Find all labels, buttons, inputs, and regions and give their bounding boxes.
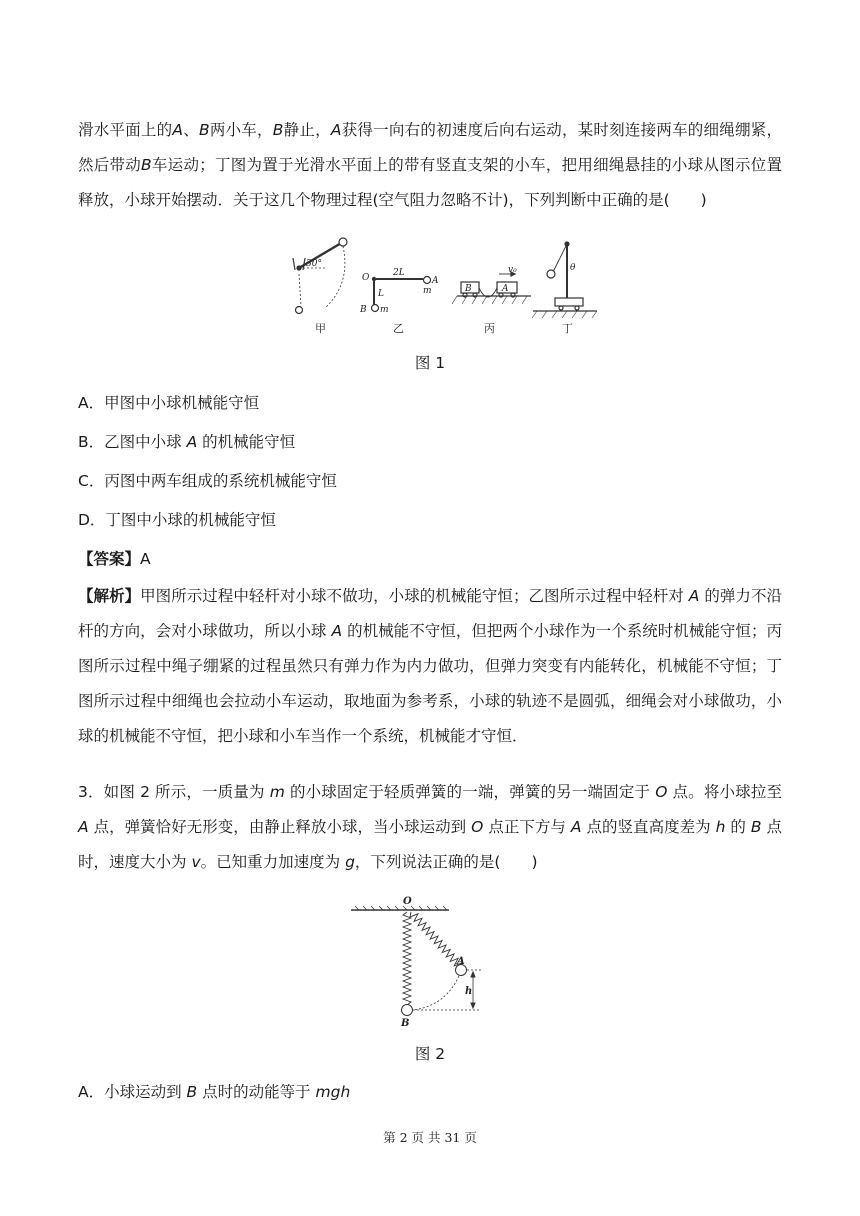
var-a: A	[330, 121, 342, 139]
text: 滑水平面上的	[78, 121, 173, 139]
diagonal-spring	[408, 909, 464, 970]
page-footer: 第 2 页 共 31 页	[383, 1130, 477, 1145]
text: 点正下方与	[483, 818, 571, 836]
text: D．丁图中小球的机械能守恒	[78, 511, 276, 529]
var-o: O	[471, 818, 484, 836]
option-a	[78, 392, 259, 414]
text: 点，弹簧恰好无形变，由静止释放小球，当小球运动到	[88, 818, 472, 836]
text: 甲图所示过程中轻杆对小球不做功，小球的机械能守恒；乙图所示过程中轻杆对	[140, 587, 689, 605]
point-b-label: B	[401, 1018, 410, 1029]
figure-1-caption: 图 1	[414, 354, 446, 372]
text: 的机械能守恒	[197, 433, 296, 451]
text: 点的竖直高度差为	[581, 818, 716, 836]
text: 的	[725, 818, 751, 836]
var-a: A	[570, 818, 582, 836]
text: B．乙图中小球	[78, 433, 187, 451]
option-b	[78, 431, 295, 453]
length-l-label: L	[378, 289, 384, 299]
angle-label: 30°	[306, 259, 322, 269]
var-h: h	[715, 818, 726, 836]
height-h-label: h	[465, 986, 473, 997]
text: 的弹力不沿杆的方向，会对小球做功，所以小球	[78, 587, 782, 640]
var-o: O	[655, 783, 668, 801]
var-m: m	[269, 783, 285, 801]
var-v: v	[191, 853, 201, 871]
sub-label-bing: 丙	[484, 322, 495, 335]
point-a-label: A	[457, 956, 465, 967]
mass-label: m	[423, 286, 432, 296]
var-a: A	[688, 587, 700, 605]
text: 静止，	[283, 121, 331, 139]
explanation-paragraph	[78, 579, 782, 754]
point-a-label: A	[432, 276, 439, 286]
point-b-label: B	[360, 305, 367, 315]
sub-label-yi: 乙	[393, 322, 404, 335]
vertical-spring	[403, 912, 411, 1005]
question-3-option-a	[78, 1081, 350, 1103]
text: 的机械能不守恒，但把两个小球作为一个系统时机械能守恒；丙图所示过程中绳子绷紧的过程虽然只有弹力作为内力做功，但弹力突变有内能转化，机械能不守恒；丁图所示过程中细绳也会拉动小车运动，取地面为参考系，小球的轨迹不是圆弧，细绳会对小球做功，小球的机械能不守恒，把小球和小车当作一个系统，机械能才守恒．	[78, 622, 782, 745]
var-a: A	[331, 622, 343, 640]
var-b: B	[272, 121, 284, 139]
text: 。已知重力加速度为	[200, 853, 346, 871]
cart-b-label: B	[465, 284, 472, 294]
option-c	[78, 470, 337, 492]
length-2l-label: 2L	[393, 268, 405, 278]
angle-theta-label: θ	[570, 263, 576, 273]
var-b: B	[141, 156, 152, 174]
text: 点时，速度大小为	[78, 818, 783, 871]
sub-label-ding: 丁	[562, 322, 573, 335]
var-g: g	[345, 853, 355, 871]
mass-label: m	[380, 305, 389, 315]
text: 获得一向右的初速度后向右运动，某时刻连接两车的细绳绷紧，然后带动	[78, 121, 782, 174]
figure-bing	[452, 272, 531, 304]
var-b: B	[750, 818, 762, 836]
figure-ding	[532, 242, 597, 318]
text: C．丙图中两车组成的系统机械能守恒	[78, 472, 337, 490]
text: 的小球固定于轻质弹簧的一端，弹簧的另一端固定于	[284, 783, 656, 801]
cart-a-label: A	[502, 284, 509, 294]
figure-1	[285, 234, 605, 340]
question-3	[78, 775, 782, 880]
text: 3．如图 2 所示，一质量为	[78, 783, 270, 801]
var-a: A	[172, 121, 183, 139]
figure-2	[345, 894, 495, 1034]
intro-paragraph	[78, 113, 782, 218]
answer	[78, 548, 151, 570]
var-b: B	[186, 1083, 198, 1101]
text: 点。将小球拉至	[667, 783, 782, 801]
velocity-label: v₀	[508, 265, 517, 275]
var-mgh: mgh	[315, 1083, 351, 1101]
explanation-label: 【解析】	[78, 587, 141, 605]
var-b: B	[198, 121, 210, 139]
text: A．小球运动到	[78, 1083, 187, 1101]
text: ，下列说法正确的是( )	[354, 853, 538, 871]
answer-label: 【答案】	[78, 550, 141, 568]
figure-2-caption: 图 2	[414, 1045, 446, 1063]
text: 、	[183, 121, 199, 139]
text: A．甲图中小球机械能守恒	[78, 394, 260, 412]
text: 两小车，	[209, 121, 273, 139]
point-o-label: O	[403, 896, 412, 907]
point-o-label: O	[362, 273, 370, 283]
text: 点时的动能等于	[197, 1083, 316, 1101]
answer-value: A	[140, 550, 151, 568]
figure-jia	[293, 238, 347, 314]
option-d	[78, 509, 276, 531]
var-a: A	[78, 818, 89, 836]
sub-label-jia: 甲	[315, 322, 326, 335]
var-a: A	[186, 433, 198, 451]
text: 车运动；丁图为置于光滑水平面上的带有竖直支架的小车，把用细绳悬挂的小球从图示位置释放，小球开始摆动．关于这几个物理过程(空气阻力忽略不计)，下列判断中正确的是( )	[78, 156, 782, 209]
